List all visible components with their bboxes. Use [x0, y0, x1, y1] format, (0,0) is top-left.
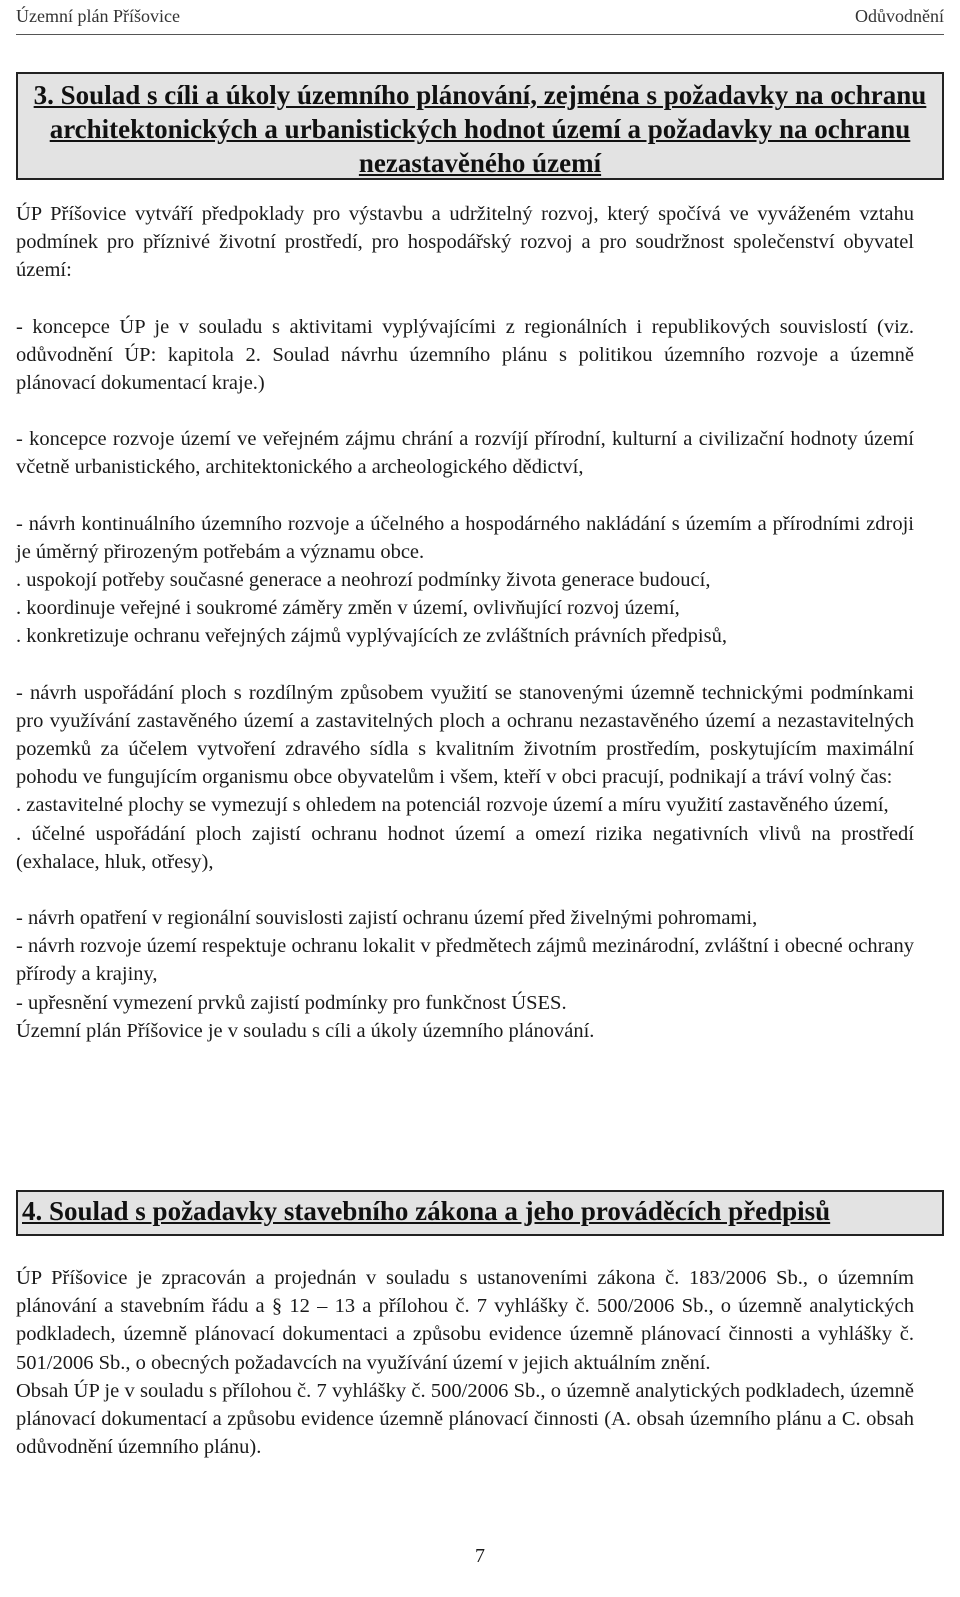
section-3-conclusion: Územní plán Příšovice je v souladu s cíli a úkoly územního plánování.	[16, 1019, 595, 1042]
section-4-paragraph-2: Obsah ÚP je v souladu s přílohou č. 7 vyhlášky č. 500/2006 Sb., o územně analytických podkladech, územně plánovací dokumentací a způsobu evidence územně plánovací činnosti (A. obsah územního plánu a C. obsah odůvodnění územního plánu).	[16, 1379, 914, 1459]
section-4-body	[16, 1264, 914, 1461]
header-document-title: Územní plán Příšovice	[16, 6, 180, 26]
section-3-item-3b: . koordinuje veřejné i soukromé záměry změn v území, ovlivňující rozvoj území,	[16, 597, 680, 620]
section-4-paragraph-1: ÚP Příšovice je zpracován a projednán v souladu s ustanoveními zákona č. 183/2006 Sb., o územním plánování a stavebním řádu a § 12 – 13 a přílohou č. 7 vyhlášky č. 500/2006 Sb., o územně analytických podkladech, územně plánovací dokumentaci a způsobu evidence územně plánovací činnosti a vyhlášky č. 501/2006 Sb., o obecných požadavcích na využívání území v jejich aktuálním znění.	[16, 1267, 914, 1374]
page-number: 7	[475, 1545, 485, 1567]
page-header	[16, 4, 944, 35]
header-section-label: Odůvodnění	[855, 6, 944, 26]
section-3-item-6: - návrh rozvoje území respektuje ochranu lokalit v předmětech zájmů mezinárodní, zvláštní i obecné ochrany přírody a krajiny,	[16, 935, 914, 986]
section-3-item-2: - koncepce rozvoje území ve veřejném zájmu chrání a rozvíjí přírodní, kulturní a civilizační hodnoty území včetně urbanistického, architektonického a archeologického dědictví,	[16, 428, 914, 479]
section-3-item-5: - návrh opatření v regionální souvislosti zajistí ochranu území před živelnými pohromami,	[16, 907, 758, 930]
section-4-heading: 4. Soulad s požadavky stavebního zákona a jeho prováděcích předpisů	[16, 1190, 944, 1236]
section-3-item-4b: . účelné uspořádání ploch zajistí ochranu hodnot území a omezí rizika negativních vlivů na prostředí (exhalace, hluk, otřesy),	[16, 822, 914, 873]
section-3-heading: 3. Soulad s cíli a úkoly územního plánování, zejména s požadavky na ochranu architektonických a urbanistických hodnot území a požadavky na ochranu nezastavěného území	[16, 72, 944, 180]
section-3-item-7: - upřesnění vymezení prvků zajistí podmínky pro funkčnost ÚSES.	[16, 991, 567, 1014]
section-3-body	[16, 200, 914, 1045]
section-3-item-1: - koncepce ÚP je v souladu s aktivitami vyplývajícími z regionálních i republikových souvislostí (viz. odůvodnění ÚP: kapitola 2. Soulad návrhu územního plánu s politikou územního rozvoje a územně plánovací dokumentací kraje.)	[16, 315, 914, 395]
section-3-intro: ÚP Příšovice vytváří předpoklady pro výstavbu a udržitelný rozvoj, který spočívá ve vyváženém vztahu podmínek pro příznivé životní prostředí, pro hospodářský rozvoj a pro soudržnost společenství obyvatel území:	[16, 203, 914, 282]
section-3-item-4: - návrh uspořádání ploch s rozdílným způsobem využití se stanovenými územně technickými podmínkami pro využívání zastavěného území a zastavitelných ploch a ochranu nezastavěného území a nezastavitelných pozemků za účelem vytvoření zdravého sídla s kvalitním životním prostředím, poskytujícím maximální pohodu ve fungujícím organismu obce obyvatelům i všem, kteří v obci pracují, podnikají a tráví volný čas:	[16, 681, 914, 789]
section-3-item-3c: . konkretizuje ochranu veřejných zájmů vyplývajících ze zvláštních právních předpisů,	[16, 625, 727, 648]
section-3-item-3a: . uspokojí potřeby současné generace a neohrozí podmínky života generace budoucí,	[16, 569, 711, 592]
section-3-item-4a: . zastavitelné plochy se vymezují s ohledem na potenciál rozvoje území a míru využití zastavěného území,	[16, 794, 889, 817]
section-3-item-3: - návrh kontinuálního územního rozvoje a účelného a hospodárného nakládání s územím a přírodními zdroji je úměrný přirozeným potřebám a významu obce.	[16, 512, 914, 563]
